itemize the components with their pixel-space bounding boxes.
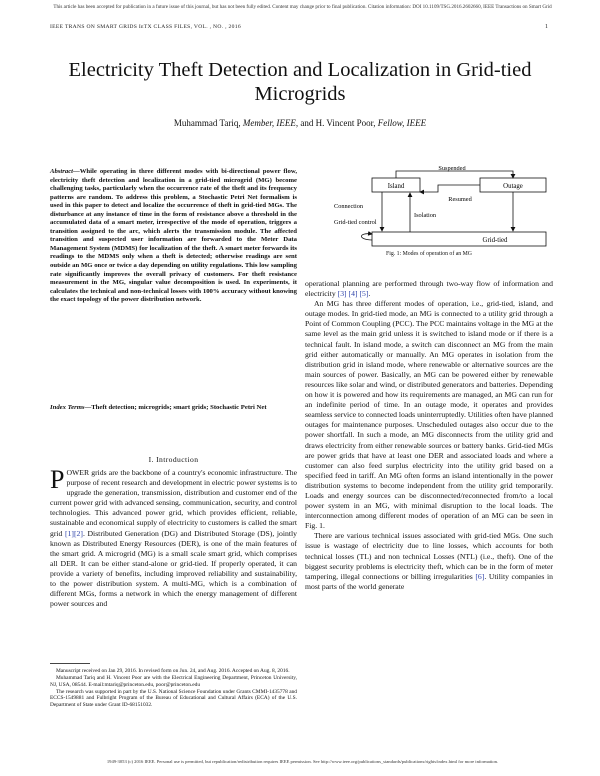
footnote-funding: The research was supported in part by the U.S. National Science Foundation under Grants CMMI-1435778 and ECCS-1549881 and Fulbright Program of the Bureau of Educational and Cultural Affairs (ECA) of the U.S. Department of State under Grant ID-68151032. [50, 688, 297, 709]
footnote-received: Manuscript received on Jan 29, 2016. In revised form on Jun. 24, and Aug. 2016. Accepted on Aug. 8, 2016. [56, 668, 290, 674]
edge-connection-label: Connection [334, 203, 364, 210]
edge-grid-tied-control-label [334, 219, 377, 226]
right-paragraph-2: An MG has three different modes of operation, i.e., grid-tied, island, and outage modes. In grid-tied mode, an MG is connected to a utility grid through a Point of Common Coupling (PCC). The PCC maintains voltage in the MG at the same level as the main grid unless it is switched to island mode or if there is a technical fault. In island mode, a switch can disconnect an MG from the main grid either automatically or manually. An MG operates in isolation from the distribution grid in island mode, where renewable or alternative sources are the main sources of power. Basically, an MG can be powered either by renewable resources like solar and wind, or distributed generators and batteries. Depending on how it is powered and how its requirements are managed, an MG can run for an indefinite period of time. In an outage mode, it operates and provides seamless service to connected loads uninterruptedly. Utilities often have planned outages for maintenance purposes. Unscheduled outages also occur due to the power shortfall. In such a mode, an MG disconnects from the utility grid and draws electricity from either renewable sources or battery banks. Grid-tied MGs are power grids that have at least one DER and associated loads and where a customer can also feed surplus electricity into the utility grid based on a specified feed in tariff. An MG often forms an island intentionally in the power distribution systems to become independent from the utility grid temporarily. Loads and energy sources can be disconnected/reconnected from/to a local power system in an MG, with minimal disruption to the local loads. The interconnection among different modes of operation of an MG can be seen in Fig. 1. [305, 299, 553, 531]
figure-modes-diagram [330, 166, 560, 250]
intro-text-b: . Distributed Generation (DG) and Distributed Storage (DS), jointly known as Distributed Energy Resources (DER), is one of the main features of the smart grid. A microgrid (MG) is a small scale smart grid, which comprises all DER. It can be either stand-alone or grid-tied. If properly operated, it can provide a variety of benefits, including improved reliability and sustainability, to the power distribution system. A multi-MG, which is a combination of different MGs, forms a network in which the energy management of different power sources and [50, 528, 297, 609]
footnotes [50, 668, 297, 709]
author-1: Muhammad Tariq, [173, 118, 241, 128]
index-terms-text: —Theft detection; microgrids; smart grids; Stochastic Petri Net [84, 404, 267, 411]
footnote-affiliation: Muhammad Tariq and H. Vincent Poor are with the Electrical Engineering Department, Princeton University, NJ, USA, 08544. E-mail:mtariq@princeton.edu, poor@princeton.edu [50, 674, 297, 688]
node-grid-tied [372, 232, 546, 246]
abstract-text: —While operating in three different modes with bi-directional power flow, electricity theft detection and localization in a grid-tied microgrid (MG) become challenging tasks, particularly when the occurrence rate of the theft and its frequency patterns are random. To address this problem, a Stochastic Petri Net formalism is used in this paper to detect and localize the occurrence of theft in grid-tied MGs. The disturbance at any instance of time in the form of resistance above a threshold in the accumulated data of a smart meter, irrespective of the mode of operation, triggers a transition assigned to the arc, which alerts the transmission module. The affected transition and suspected user information are forwarded to the Meter Data Management System (MDMS) for localization of the theft. A smart meter forwards its readings to the MDMS only when a theft is detected; otherwise readings are sent outside an MG once or twice a day depending on utility regulations. This low sampling rate significantly improves the overall privacy of customers. For theft resistance measurement in the MG, singular value decomposition is used. In experiments, it calculates the technical and non-technical losses with 100% accuracy without knowing the exact topology of the power distribution network. [50, 168, 297, 304]
node-grid-tied-label: Grid-tied [482, 237, 508, 244]
edge-suspended-label: Suspended [438, 166, 466, 172]
author-line [40, 118, 560, 128]
intro-text-a: OWER grids are the backbone of a country's economic infrastructure. The purpose of recent research and development in electric power systems is to upgrade the generation, transmission, distribution and customer end of the current power grid with advanced sensing, communication, security, and control technologies. This advanced power grid, which provides efficient, reliable, sustainable and economical supply of electricity to customers is called the smart grid [50, 468, 297, 538]
right-p1-text: operational planning are performed through two-way flow of information and electricity [305, 279, 553, 299]
bottom-notice: 1949-3053 (c) 2016 IEEE. Personal use is permitted, but republication/redistribution requires IEEE permission. See http://www.ieee.org/publications_standards/publications/rights/index.html for more information. [106, 759, 499, 764]
drop-cap: P [50, 465, 65, 494]
running-head: IEEE TRANS ON SMART GRIDS IᴇTX CLASS FILES, VOL. , NO. , 2016 [50, 24, 241, 30]
edge-isolation-label: Isolation [414, 212, 437, 219]
page-number: 1 [545, 24, 548, 30]
paper-title: Electricity Theft Detection and Localization in Grid-tied Microgrids [68, 59, 532, 105]
citation-link[interactable]: [6] [475, 571, 485, 581]
right-paragraph-1 [305, 279, 553, 299]
right-p3-text-a: There are various technical issues associated with grid-tied MGs. One such issue is wastage of electricity due to line losses, which accounts for both technical losses (TL) and non technical Losses (NTL) (i.e., theft). One of the biggest security problems is electricity theft, which can be in the form of meter tampering, illegal connections or billing irregularities [305, 531, 553, 581]
author-2-role: Fellow, IEEE [377, 118, 427, 128]
edge-grid-tied-control [362, 234, 373, 240]
edge-resumed [420, 185, 480, 192]
node-outage-label: Outage [503, 183, 523, 190]
edge-resumed-label: Resumed [448, 196, 472, 203]
citation-link[interactable]: [5] [359, 289, 369, 299]
edge-suspended [396, 171, 513, 178]
right-p3-text-b: . Utility companies in most parts of the world generate [305, 571, 553, 591]
citation-link[interactable]: [4] [348, 289, 358, 299]
section-heading-introduction: I. Introduction [148, 455, 199, 464]
index-terms-label: Index Terms [50, 404, 85, 411]
footnote-divider [50, 663, 90, 664]
edge-grid-tied-control-text: Grid-tied control [334, 219, 377, 226]
right-paragraph-3 [305, 531, 553, 592]
citation-link[interactable]: [3] [337, 289, 347, 299]
figure-caption: Fig. 1: Modes of operation of an MG [386, 251, 472, 257]
abstract [50, 168, 297, 305]
right-p1-end: . [368, 289, 371, 299]
citation-link[interactable]: [1][2] [65, 528, 83, 538]
author-and: and [300, 118, 314, 128]
node-island-label: Island [387, 183, 405, 190]
right-column-text [305, 279, 553, 592]
author-1-role: Member, IEEE, [242, 118, 299, 128]
abstract-label: Abstract [50, 168, 74, 175]
index-terms [50, 404, 297, 413]
author-2: H. Vincent Poor, [315, 118, 376, 128]
introduction-paragraph [50, 465, 297, 609]
publication-notice: This article has been accepted for publication in a future issue of this journal, but has not been fully edited. Content may change prior to final publication. Citation information: DOI 10.1109/TSG.2016.2602660, IEEE Transactions on Smart Grid [53, 4, 552, 10]
